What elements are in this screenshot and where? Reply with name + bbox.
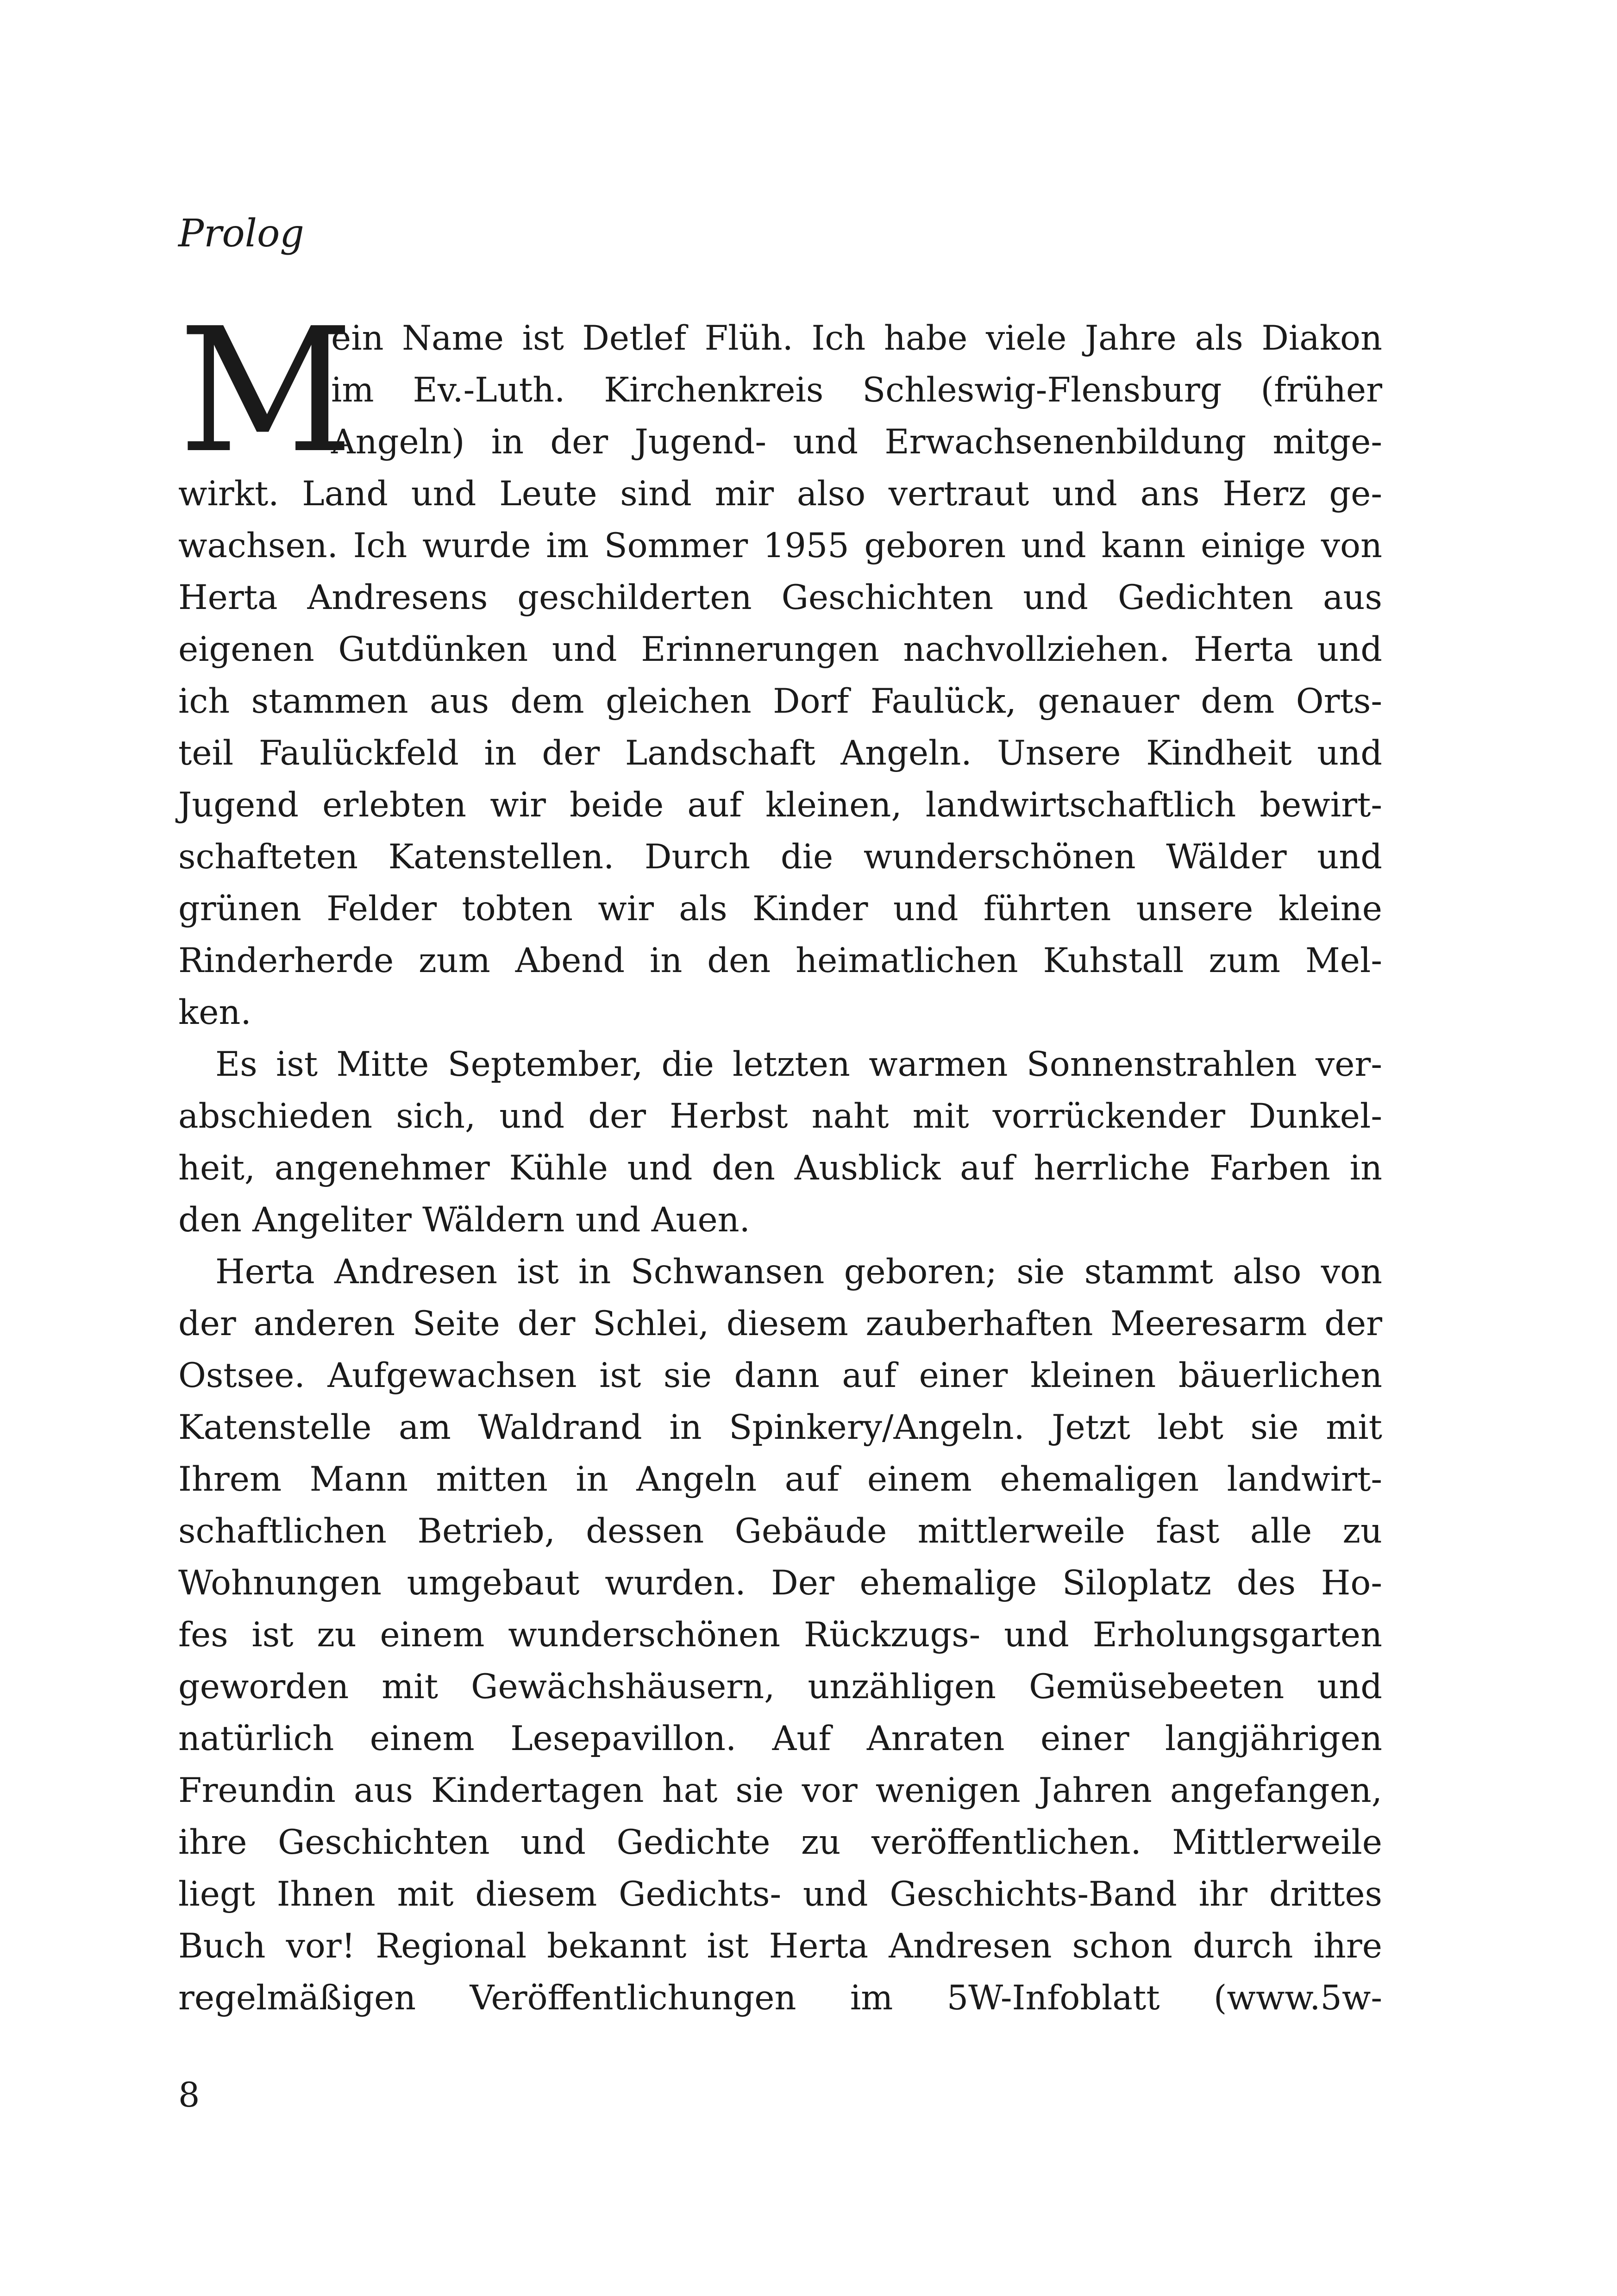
drop-cap: M (178, 292, 354, 491)
text-line: Herta Andresens geschilderten Geschichten und Gedichten aus (178, 578, 1382, 617)
text-line: natürlich einem Lesepavillon. Auf Anraten einer langjährigen (178, 1719, 1382, 1758)
text-line: ihre Geschichten und Gedichte zu veröffentlichen. Mittlerweile (178, 1823, 1382, 1862)
text-line: Ihrem Mann mitten in Angeln auf einem ehemaligen landwirt- (178, 1460, 1382, 1499)
text-line: ein Name ist Detlef Flüh. Ich habe viele Jahre als Diakon (331, 319, 1382, 358)
text-line: Ostsee. Aufgewachsen ist sie dann auf einer kleinen bäuerlichen (178, 1356, 1382, 1395)
text-line: eigenen Gutdünken und Erinnerungen nachvollziehen. Herta und (178, 630, 1382, 669)
text-line: Angeln) in der Jugend- und Erwachsenenbildung mitge- (331, 422, 1382, 462)
text-line: Es ist Mitte September, die letzten warmen Sonnenstrahlen ver- (215, 1045, 1382, 1084)
text-line: Rinderherde zum Abend in den heimatlichen Kuhstall zum Mel- (178, 941, 1382, 980)
text-line: wachsen. Ich wurde im Sommer 1955 geboren und kann einige von (178, 526, 1382, 565)
text-line: regelmäßigen Veröffentlichungen im 5W-Infoblatt (www.5w- (178, 1978, 1382, 2018)
text-line: abschieden sich, und der Herbst naht mit vorrückender Dunkel- (178, 1097, 1382, 1136)
text-line: schaftlichen Betrieb, dessen Gebäude mittlerweile fast alle zu (178, 1512, 1382, 1551)
text-line: schafteten Katenstellen. Durch die wunderschönen Wälder und (178, 837, 1382, 877)
text-line: liegt Ihnen mit diesem Gedichts- und Geschichts-Band ihr drittes (178, 1875, 1382, 1914)
page-number: 8 (178, 2076, 200, 2115)
text-line: im Ev.-Luth. Kirchenkreis Schleswig-Flensburg (früher (331, 370, 1382, 410)
chapter-heading: Prolog (178, 212, 304, 256)
text-line: grünen Felder tobten wir als Kinder und führten unsere kleine (178, 889, 1382, 928)
text-line: Jugend erlebten wir beide auf kleinen, landwirtschaftlich bewirt- (178, 785, 1382, 825)
text-line: teil Faulückfeld in der Landschaft Angeln. Unsere Kindheit und (178, 734, 1382, 773)
text-line: fes ist zu einem wunderschönen Rückzugs- und Erholungsgarten (178, 1615, 1382, 1655)
text-line: den Angeliter Wäldern und Auen. (178, 1200, 750, 1240)
text-line: der anderen Seite der Schlei, diesem zauberhaften Meeresarm der (178, 1304, 1382, 1343)
text-line: wirkt. Land und Leute sind mir also vertraut und ans Herz ge- (178, 474, 1382, 514)
text-line: Herta Andresen ist in Schwansen geboren; sie stammt also von (215, 1252, 1382, 1292)
text-line: Freundin aus Kindertagen hat sie vor wenigen Jahren angefangen, (178, 1771, 1382, 1810)
text-line: Wohnungen umgebaut wurden. Der ehemalige Siloplatz des Ho- (178, 1563, 1382, 1603)
text-line: ken. (178, 993, 251, 1032)
text-line: geworden mit Gewächshäusern, unzähligen Gemüsebeeten und (178, 1667, 1382, 1706)
body-text (178, 292, 1382, 2024)
text-line: heit, angenehmer Kühle und den Ausblick auf herrliche Farben in (178, 1148, 1382, 1188)
text-line: Buch vor! Regional bekannt ist Herta Andresen schon durch ihre (178, 1926, 1382, 1966)
text-line: ich stammen aus dem gleichen Dorf Faulück, genauer dem Orts- (178, 682, 1382, 721)
text-line: Katenstelle am Waldrand in Spinkery/Angeln. Jetzt lebt sie mit (178, 1408, 1382, 1447)
